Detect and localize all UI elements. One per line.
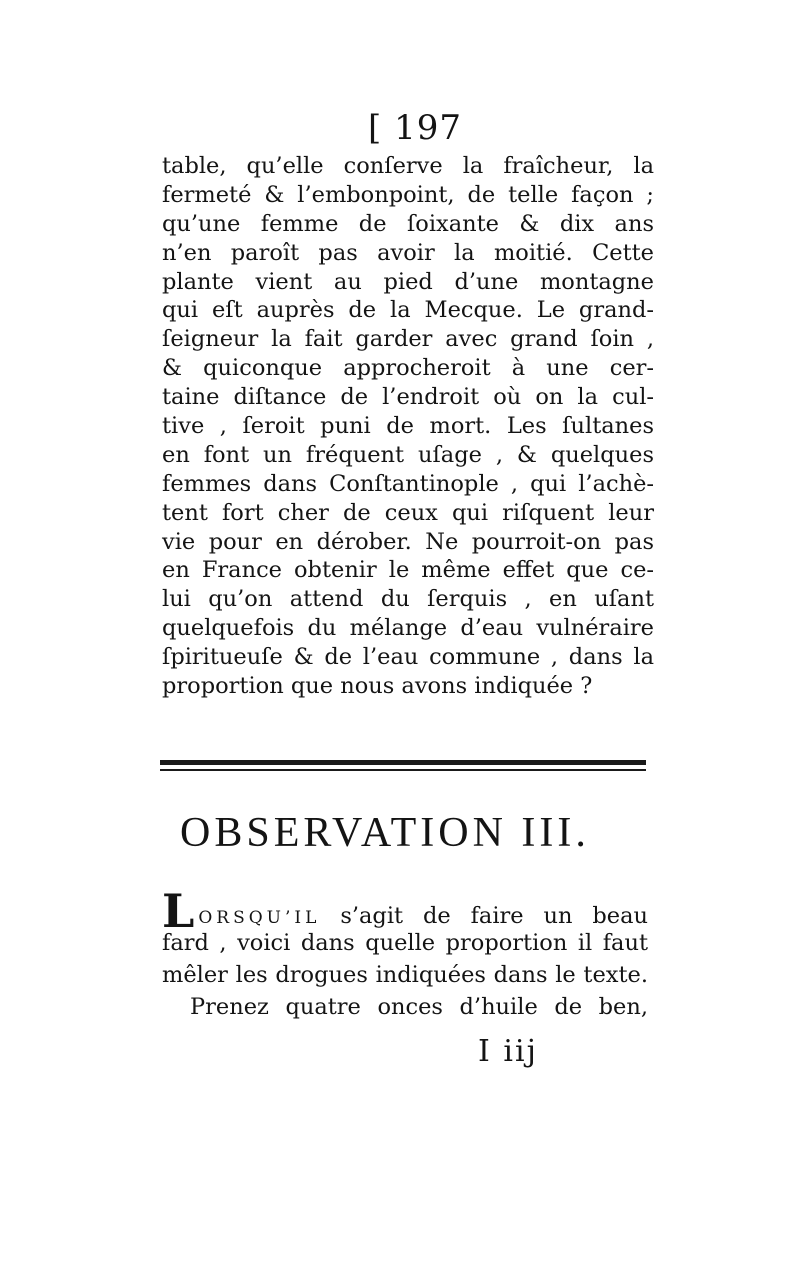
observation-line: Prenez quatre onces d’huile de ben, (190, 994, 648, 1020)
section-divider (160, 758, 646, 774)
paragraph-line: vie pour en dérober. Ne pourroit-on pas (162, 528, 654, 555)
paragraph-line: femmes dans Conſtantinople , qui l’achè- (162, 470, 654, 497)
paragraph-line: quelquefois du mélange d’eau vulnéraire (162, 615, 654, 642)
observation-line-rest: s’agit de faire un beau (340, 903, 648, 929)
paragraph-line: proportion que nous avons indiquée ? (162, 673, 593, 700)
observation-paragraph (162, 884, 648, 1023)
paragraph-line: qu’une femme de ſoixante & dix ans (162, 210, 654, 237)
paragraph-line: qui eſt auprès de la Mecque. Le grand- (162, 297, 654, 324)
paragraph-line: tent fort cher de ceux qui riſquent leur (162, 499, 654, 526)
signature-mark: I iij (478, 1034, 538, 1069)
paragraph (162, 152, 654, 701)
paragraph-line: & quiconque approcheroit à une cer- (162, 355, 654, 382)
paragraph-line: fermeté & l’embonpoint, de telle façon ; (162, 181, 654, 208)
drop-cap: L (162, 884, 195, 938)
divider-thick-rule (160, 760, 646, 765)
small-caps-word: ORSQU’IL (198, 908, 321, 928)
observation-line (162, 884, 648, 938)
paragraph-line: table, qu’elle conſerve la fraîcheur, la (162, 153, 654, 179)
paragraph-line: tive , ſeroit puni de mort. Les ſultanes (162, 413, 654, 440)
paragraph-line: plante vient au pied d’une montagne (162, 268, 654, 295)
paragraph-line: ſeigneur la fait garder avec grand ſoin , (162, 326, 654, 353)
paragraph-line: ſpiritueuſe & de l’eau commune , dans la (162, 644, 654, 671)
divider-thin-rule (160, 769, 646, 771)
paragraph-line: en font un fréquent uſage , & quelques (162, 441, 654, 468)
observation-line: mêler les drogues indiquées dans le texte. (162, 962, 648, 988)
paragraph-line: taine diſtance de l’endroit où on la cul- (162, 384, 654, 411)
section-title: OBSERVATION III. (180, 810, 590, 856)
paragraph-line: lui qu’on attend du ſerquis , en uſant (162, 586, 654, 613)
paragraph-line: n’en paroît pas avoir la moitié. Cette (162, 239, 654, 266)
paragraph-line: en France obtenir le même effet que ce- (162, 557, 654, 584)
page-number: [ 197 (368, 108, 462, 148)
observation-line: fard , voici dans quelle proportion il faut (162, 930, 648, 956)
